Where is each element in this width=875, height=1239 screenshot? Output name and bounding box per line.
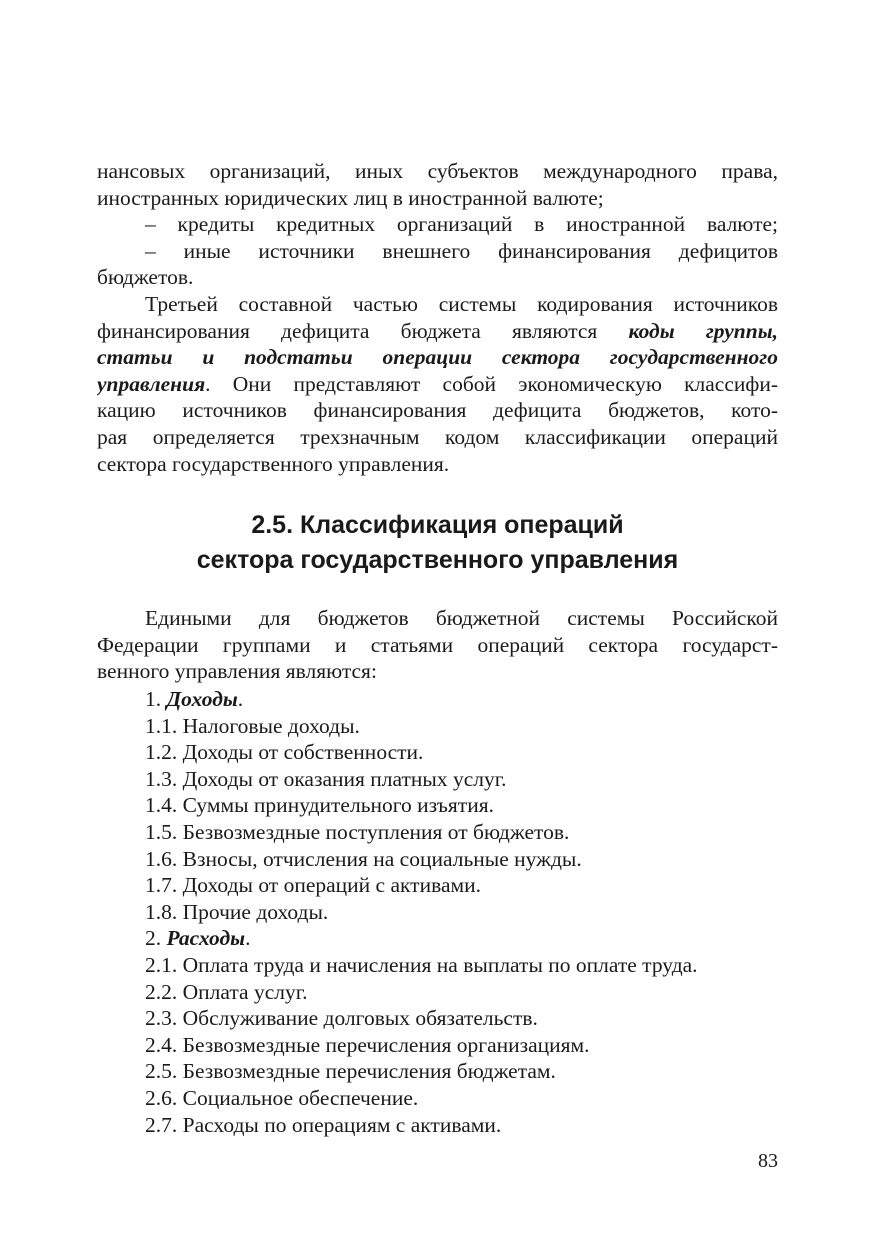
list-item: 2.4. Безвозмездные перечисления организациям.: [145, 1032, 590, 1057]
emphasis-text: коды группы,: [628, 318, 778, 343]
list-item: 1.7. Доходы от операций с активами.: [145, 873, 481, 898]
list-number: 1.: [145, 687, 162, 711]
list-number: 2.: [145, 926, 162, 951]
punctuation: .: [237, 687, 244, 711]
list-item: 1.5. Безвозмездные поступления от бюджетов.: [145, 819, 570, 844]
list-item: 1.1. Налоговые доходы.: [145, 713, 360, 738]
text-run: . Они представляют собой экономическую классифи-: [205, 371, 778, 396]
intro-text: [97, 158, 778, 291]
list-group-title: [97, 925, 778, 952]
text-line: нансовых организаций, иных субъектов международного права,: [97, 159, 778, 183]
text-line: – иные источники внешнего финансирования дефицитов: [145, 238, 778, 263]
text-line: Едиными для бюджетов бюджетной системы Российской: [145, 606, 778, 630]
list-item: 2.7. Расходы по операциям с активами.: [145, 1112, 502, 1137]
text-line: – кредиты кредитных организаций в иностранной валюте;: [145, 212, 778, 237]
punctuation: .: [245, 926, 251, 951]
paragraph-intro-list: [97, 605, 778, 685]
text-line: [97, 371, 778, 398]
list-item: 1.4. Суммы принудительного изъятия.: [145, 793, 494, 818]
group-title-text: Расходы: [166, 926, 246, 951]
text-line: венного управления являются:: [97, 659, 377, 684]
text-line: Федерации группами и статьями операций сектора государст-: [97, 632, 778, 657]
section-heading: [97, 508, 778, 578]
text-line: иностранных юридических лиц в иностранной валюте;: [97, 185, 604, 210]
text-line: рая определяется трехзначным кодом классификации операций: [97, 424, 778, 449]
text-line: Третьей составной частью системы кодирования источников: [145, 292, 778, 316]
list-item: 1.8. Прочие доходы.: [145, 899, 329, 924]
text-line: сектора государственного управления.: [97, 451, 450, 476]
text-line: кацию источников финансирования дефицита бюджетов, кото-: [97, 398, 778, 423]
list-item: 2.5. Безвозмездные перечисления бюджетам.: [145, 1059, 556, 1084]
list-item: 2.3. Обслуживание долговых обязательств.: [145, 1006, 538, 1031]
text-line: [97, 318, 778, 345]
classification-list: [97, 686, 778, 1138]
page-number: 83: [758, 1150, 778, 1172]
book-page: [97, 0, 778, 1239]
text-run: финансирования дефицита бюджета являются: [97, 318, 629, 343]
list-item: 2.1. Оплата труда и начисления на выплаты по оплате труда.: [145, 952, 698, 977]
group-title-text: Доходы: [166, 687, 238, 711]
heading-line: сектора государственного управления: [196, 546, 679, 574]
emphasis-text: управления: [97, 371, 206, 396]
list-item: 2.6. Социальное обеспечение.: [145, 1085, 419, 1110]
heading-line: 2.5. Классификация операций: [251, 511, 624, 539]
list-item: 1.6. Взносы, отчисления на социальные нужды.: [145, 846, 582, 871]
emphasis-line: статьи и подстатьи операции сектора государственного: [97, 345, 778, 370]
list-item: 2.2. Оплата услуг.: [145, 979, 308, 1004]
text-line: бюджетов.: [97, 265, 194, 290]
list-item: 1.3. Доходы от оказания платных услуг.: [145, 766, 507, 791]
paragraph-codes: [97, 291, 778, 477]
list-group-title: [97, 686, 778, 713]
list-item: 1.2. Доходы от собственности.: [145, 740, 424, 765]
